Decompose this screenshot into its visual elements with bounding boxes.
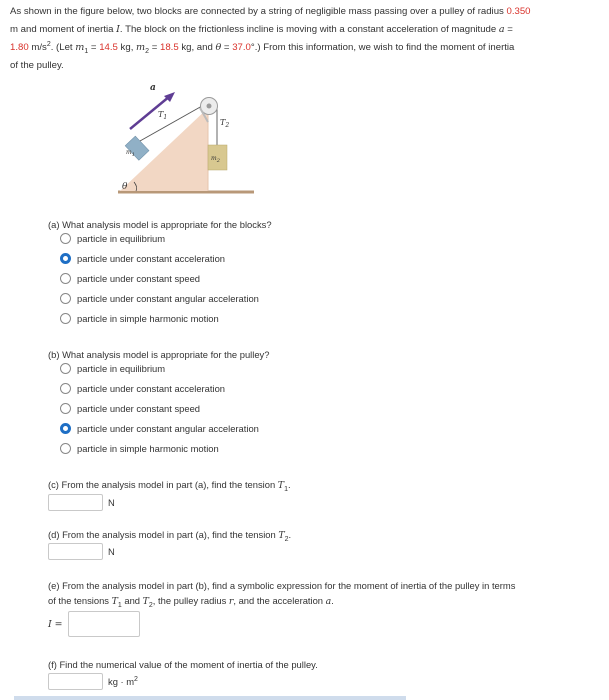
- part-b-option-3[interactable]: [60, 401, 200, 415]
- option-label: particle under constant speed: [77, 272, 200, 284]
- bottom-scroll-bar: [14, 696, 406, 700]
- option-label: particle under constant acceleration: [77, 252, 226, 264]
- tension-t1-unit: N: [108, 497, 115, 508]
- part-d-answer: [48, 543, 115, 560]
- tension-t1-input[interactable]: [48, 494, 103, 511]
- part-a-option-2[interactable]: [60, 251, 225, 265]
- intro-line-2: m and moment of inertia I. The block on the frictionless incline is moving with a constant acceleration of magnitude a =: [10, 24, 513, 35]
- option-label: particle in equilibrium: [77, 362, 166, 374]
- part-e-question: (e) From the analysis model in part (b), find a symbolic expression for the moment of inertia of the pulley in terms of the tensions $T_1$ and $T_2$, the pulley radius r, and the acceleration a.: [48, 580, 516, 609]
- incline-pulley-figure: [112, 82, 256, 198]
- radio-button[interactable]: [60, 423, 71, 434]
- label-a: a: [150, 83, 156, 93]
- mass-1-value: 14.5: [99, 42, 118, 53]
- option-label: particle under constant speed: [77, 402, 200, 414]
- radio-button[interactable]: [60, 363, 71, 374]
- part-b-question: (b) What analysis model is appropriate for the pulley?: [48, 349, 270, 360]
- part-e-answer: [48, 611, 145, 637]
- intro-line-1: As shown in the figure below, two blocks are connected by a string of negligible mass passing over a pulley of radius 0.350: [10, 6, 531, 17]
- angle-value: 37.0: [232, 42, 251, 53]
- pulley-axle: [207, 104, 212, 109]
- inertia-unit: kg · $m^2$: [108, 675, 138, 687]
- part-a-option-5[interactable]: [60, 311, 219, 325]
- part-b-option-1[interactable]: [60, 361, 165, 375]
- option-label: particle in equilibrium: [77, 232, 166, 244]
- inertia-value-input[interactable]: [48, 673, 103, 690]
- mass-2-value: 18.5: [159, 42, 179, 53]
- part-b-option-4[interactable]: [60, 421, 259, 435]
- option-label: particle under constant angular acceleration: [77, 422, 259, 434]
- acceleration-value: 1.80: [10, 42, 29, 53]
- radius-value: 0.350: [506, 6, 531, 17]
- acceleration-arrow: [130, 96, 170, 129]
- part-a-option-4[interactable]: [60, 291, 259, 305]
- radio-button[interactable]: [60, 273, 71, 284]
- intro-line-3: 1.80 $m/s^2$. (Let $m_1 = 14.5$ kg, $m_2 = 18.5$ kg, and θ = 37.0°.) From this information, we wish to find the moment of inertia: [10, 40, 515, 55]
- inertia-label: I =: [48, 618, 63, 630]
- label-theta: θ: [122, 182, 128, 192]
- part-c-answer: [48, 494, 115, 511]
- option-label: particle in simple harmonic motion: [77, 312, 219, 324]
- label-m1: $m_1$: [126, 149, 135, 158]
- option-label: particle under constant angular acceleration: [77, 292, 259, 304]
- part-b-option-5[interactable]: [60, 441, 219, 455]
- part-f-answer: [48, 673, 138, 690]
- radio-button[interactable]: [60, 443, 71, 454]
- option-label: particle in simple harmonic motion: [77, 442, 219, 454]
- option-label: particle under constant acceleration: [77, 382, 226, 394]
- radio-button[interactable]: [60, 293, 71, 304]
- label-t1: $T_1$: [158, 110, 168, 121]
- part-a-option-1[interactable]: [60, 231, 165, 245]
- inertia-expression-input[interactable]: [68, 611, 140, 637]
- label-m2: $m_2$: [211, 155, 220, 164]
- tension-t2-unit: N: [108, 546, 115, 557]
- radio-button[interactable]: [60, 383, 71, 394]
- part-a-option-3[interactable]: [60, 271, 200, 285]
- part-f-question: (f) Find the numerical value of the moment of inertia of the pulley.: [48, 659, 318, 670]
- problem-statement: [10, 3, 602, 75]
- label-t2: $T_2$: [220, 118, 230, 129]
- part-a-question: (a) What analysis model is appropriate for the blocks?: [48, 219, 272, 230]
- tension-t2-input[interactable]: [48, 543, 103, 560]
- part-d-question: (d) From the analysis model in part (a), find the tension $T_2$.: [48, 529, 292, 543]
- radio-button[interactable]: [60, 253, 71, 264]
- part-c-question: (c) From the analysis model in part (a), find the tension $T_1$.: [48, 479, 291, 493]
- radio-button[interactable]: [60, 403, 71, 414]
- radio-button[interactable]: [60, 233, 71, 244]
- intro-line-4: of the pulley.: [10, 60, 64, 71]
- part-b-option-2[interactable]: [60, 381, 225, 395]
- radio-button[interactable]: [60, 313, 71, 324]
